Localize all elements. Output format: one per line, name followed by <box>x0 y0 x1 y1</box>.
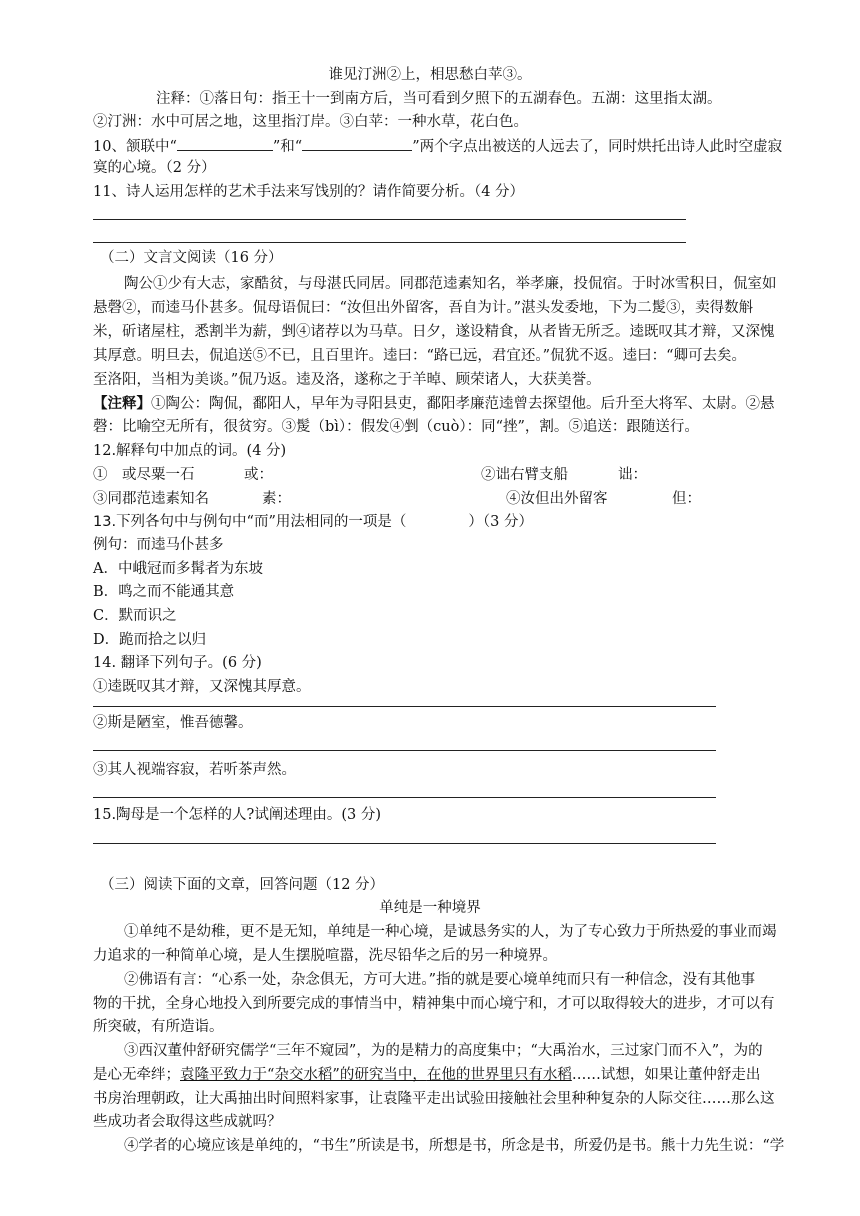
poem-note-line: 注释：①落日句：指王十一到南方后，当可看到夕照下的五湖春色。五湖：这里指太湖。 <box>156 91 722 107</box>
article-title: 单纯是一种境界 <box>379 900 481 916</box>
q10-line-2: 寞的心境。（2 分） <box>93 160 216 176</box>
p3-segment: ……试想，如果让董仲舒走出 <box>571 1067 761 1083</box>
question-14: 14. 翻译下列句子。(6 分) <box>93 655 262 671</box>
passage-note <box>93 393 775 415</box>
question-11: 11、诗人运用怎样的艺术手法来写饯别的？请作简要分析。（4 分） <box>93 184 525 200</box>
q14-item: ②斯是陋室，惟吾德馨。 <box>93 715 253 731</box>
question-15: 15.陶母是一个怎样的人?试阐述理由。(3 分) <box>93 807 381 823</box>
passage-line: 米，斫诸屋柱，悉割半为薪，剉④诸荐以为马草。日夕，遂设精食，从者皆无所乏。逵既叹其才辩，又深愧 <box>93 324 775 340</box>
q14-answer-line[interactable] <box>93 797 716 798</box>
q12-item-word: 诎： <box>618 467 647 483</box>
article-paragraph-line: 所突破，有所造诣。 <box>93 1019 224 1035</box>
passage-line: 其厚意。明旦去，侃追送⑤不已，且百里许。逵曰：“路已远，君宜还。”侃犹不返。逵曰：“卿可去矣。 <box>93 348 746 364</box>
q10-mid: ”和“ <box>272 139 303 155</box>
question-10 <box>93 134 782 158</box>
q12-item: ②诎右臂支船 <box>481 467 568 483</box>
q13-stem: 下列各句中与例句中“而”用法相同的一项是（ <box>116 514 407 530</box>
q14-answer-line[interactable] <box>93 706 716 707</box>
q14-item: ③其人视端容寂，若听茶声然。 <box>93 762 296 778</box>
article-paragraph-line: 些成功者会取得这些成就吗？ <box>93 1114 282 1130</box>
q13-option[interactable]: C．默而识之 <box>93 608 177 624</box>
q12-item-word: 但： <box>672 491 701 507</box>
q12-item: ③同郡范逵素知名 <box>93 491 209 507</box>
passage-line: 悬磬②，而逵马仆甚多。侃母语侃曰：“汝但出外留客，吾自为计。”湛头发委地，下为二髲③，卖得数斛 <box>93 300 754 316</box>
section-2-heading: （二）文言文阅读（16 分） <box>100 250 283 266</box>
p3-underlined-segment: 在他的世界里只有水稻 <box>426 1067 572 1083</box>
article-paragraph-line: 书房治理朝政，让大禹抽出时间照料家事，让袁隆平走出试验田接触社会里种种复杂的人际交往……那么这 <box>93 1091 775 1107</box>
q10-suffix: ”两个字点出被送的人远去了，同时烘托出诗人此时空虚寂 <box>412 139 783 155</box>
article-paragraph-line: ④学者的心境应该是单纯的，“书生”所读是书，所想是书，所念是书，所爱仍是书。熊十力先生说：“学 <box>124 1138 785 1154</box>
article-paragraph-line: ②佛语有言：“心系一处，杂念俱无，方可大进。”指的就是要心境单纯而只有一种信念，没有其他事 <box>124 972 756 988</box>
q10-answer-blank-1[interactable] <box>177 134 273 151</box>
q13-option[interactable]: A．中峨冠而多髯者为东坡 <box>93 561 263 577</box>
q13-score: ）（3 分） <box>468 514 533 530</box>
q10-prefix: 10、颔联中“ <box>93 139 177 155</box>
question-13 <box>93 510 533 533</box>
q13-option[interactable]: B．鸣之而不能通其意 <box>93 584 235 600</box>
p3-underlined-segment: 袁隆平致力于“杂交水稻”的研究当中， <box>180 1067 427 1083</box>
q13-example: 例句：而逵马仆甚多 <box>93 537 224 553</box>
q12-item: ① 或尽粟一石 <box>93 467 195 483</box>
article-paragraph-line <box>93 1064 760 1086</box>
passage-line: 至洛阳，当相为美谈。”侃乃返。逵及洛，遂称之于羊晫、顾荣诸人，大获美誉。 <box>93 372 601 388</box>
poem-note-line: ②汀洲：水中可居之地，这里指汀岸。③白苹：一种水草，花白色。 <box>93 114 528 130</box>
q12-item: ④汝但出外留客 <box>506 491 608 507</box>
section-3-heading: （三）阅读下面的文章，回答问题（12 分） <box>100 877 385 893</box>
q10-answer-blank-2[interactable] <box>302 134 412 151</box>
q12-item-word: 素： <box>262 491 291 507</box>
note-label: 【注释】 <box>93 395 151 412</box>
q14-answer-line[interactable] <box>93 750 716 751</box>
q11-answer-line[interactable] <box>93 242 686 243</box>
poem-last-line: 谁见汀洲②上，相思愁白苹③。 <box>328 67 532 83</box>
question-12: 12.解释句中加点的词。(4 分) <box>93 443 287 459</box>
q13-answer-blank[interactable] <box>406 510 468 526</box>
article-paragraph-line: ③西汉董仲舒研究儒学“三年不窥园”，为的是精力的高度集中；“大禹治水，三过家门而不入”，为的 <box>124 1043 763 1059</box>
note-text: ①陶公：陶侃，鄱阳人，早年为寻阳县吏，鄱阳孝廉范逵曾去探望他。后升至大将军、太尉。②悬 <box>151 396 775 412</box>
article-paragraph-line: 物的干扰，全身心地投入到所要完成的事情当中，精神集中而心境宁和，才可以取得较大的进步，才可以有 <box>93 996 775 1012</box>
q13-number: 13. <box>93 514 117 530</box>
article-paragraph-line: 力追求的一种简单心境，是人生摆脱喧嚣，洗尽铅华之后的另一种境界。 <box>93 948 557 964</box>
q11-answer-line[interactable] <box>93 219 686 220</box>
q15-answer-line[interactable] <box>93 843 716 844</box>
article-paragraph-line: ①单纯不是幼稚，更不是无知，单纯是一种心境，是诚恳务实的人，为了专心致力于所热爱的事业而竭 <box>124 924 777 940</box>
passage-line: 陶公①少有大志，家酷贫，与母湛氏同居。同郡范逵素知名，举孝廉，投侃宿。于时冰雪积日，侃室如 <box>124 276 777 292</box>
p3-segment: 是心无牵绊； <box>93 1067 180 1083</box>
q13-option[interactable]: D．跪而拾之以归 <box>93 632 207 648</box>
passage-note-line: 磬：比喻空无所有，很贫穷。③髲（bì）：假发④剉（cuò）：同“挫”，割。⑤追送：跟随送行。 <box>93 419 699 435</box>
q14-item: ①逵既叹其才辩，又深愧其厚意。 <box>93 679 311 695</box>
q12-item-word: 或： <box>244 467 273 483</box>
